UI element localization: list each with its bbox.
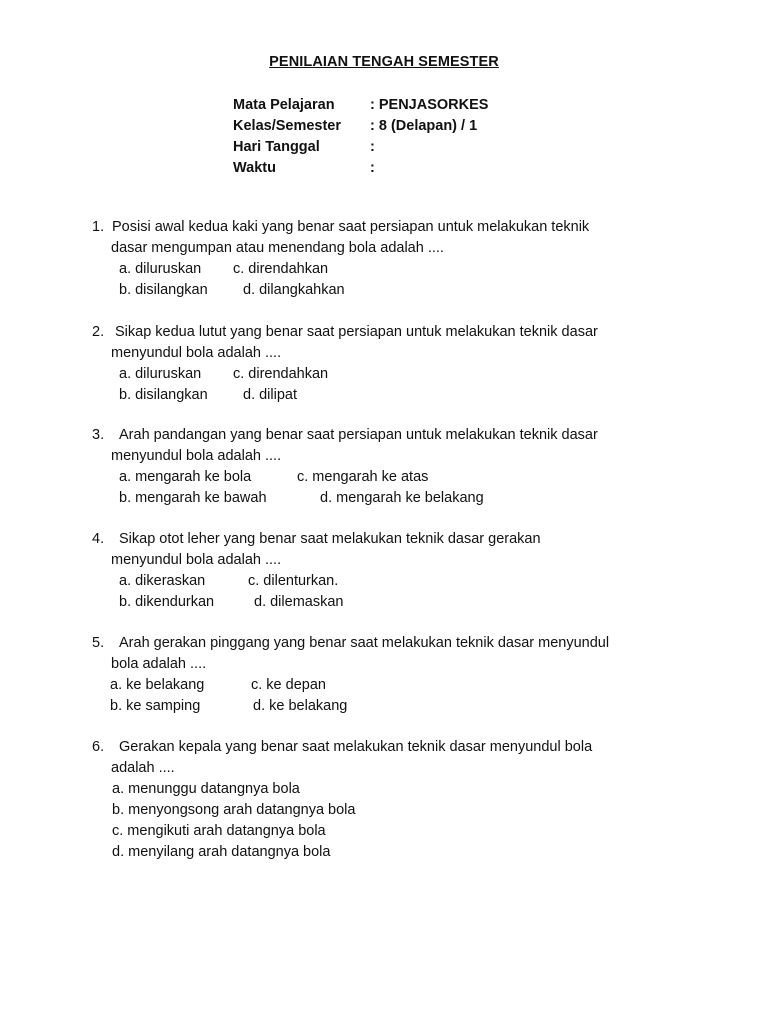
question-text-continued: menyundul bola adalah ....: [111, 552, 282, 568]
header-value: : 8 (Delapan) / 1: [370, 118, 478, 134]
option-c: c. mengarah ke atas: [297, 469, 429, 485]
option-b: b. menyongsong arah datangnya bola: [112, 802, 356, 818]
header-value: :: [370, 139, 375, 155]
option-a: a. dikeraskan: [119, 573, 206, 589]
question-text: Gerakan kepala yang benar saat melakukan teknik dasar menyundul bola: [119, 739, 593, 755]
header-value: :: [370, 160, 375, 176]
question-text-continued: bola adalah ....: [111, 656, 207, 672]
question-text-continued: menyundul bola adalah ....: [111, 448, 282, 464]
question-number: 2.: [92, 324, 105, 340]
exam-header: [233, 95, 488, 179]
question-number: 3.: [92, 427, 105, 443]
option-b: b. disilangkan: [119, 282, 208, 298]
question-number: 4.: [92, 531, 105, 547]
option-b: b. dikendurkan: [119, 594, 215, 610]
header-value: : PENJASORKES: [370, 97, 489, 113]
question-text: Arah pandangan yang benar saat persiapan untuk melakukan teknik dasar: [119, 427, 598, 443]
option-c: c. dilenturkan.: [248, 573, 339, 589]
question-1: [92, 217, 692, 301]
question-number: 6.: [92, 739, 105, 755]
question-number: 1.: [92, 219, 105, 235]
option-d: d. ke belakang: [253, 698, 348, 714]
option-d: d. dilipat: [243, 387, 298, 403]
option-d: d. dilemaskan: [254, 594, 344, 610]
header-row-subject: [233, 95, 488, 116]
option-c: c. direndahkan: [233, 261, 329, 277]
header-row-date: [233, 137, 488, 158]
header-row-time: [233, 158, 488, 179]
question-text: Sikap otot leher yang benar saat melakukan teknik dasar gerakan: [119, 531, 541, 547]
question-2: [92, 322, 692, 406]
option-b: b. ke samping: [110, 698, 201, 714]
option-d: d. dilangkahkan: [243, 282, 345, 298]
question-5: [92, 633, 692, 717]
header-row-class: [233, 116, 488, 137]
question-text: Posisi awal kedua kaki yang benar saat persiapan untuk melakukan teknik: [112, 219, 590, 235]
question-3: [92, 425, 692, 509]
question-text-continued: dasar mengumpan atau menendang bola adalah ....: [111, 240, 444, 256]
question-text-continued: menyundul bola adalah ....: [111, 345, 282, 361]
question-text: Sikap kedua lutut yang benar saat persiapan untuk melakukan teknik dasar: [115, 324, 598, 340]
header-label: Mata Pelajaran: [233, 97, 335, 113]
option-b: b. mengarah ke bawah: [119, 490, 267, 506]
header-label: Hari Tanggal: [233, 139, 320, 155]
header-label: Waktu: [233, 160, 276, 176]
question-4: [92, 529, 692, 613]
header-label: Kelas/Semester: [233, 118, 342, 134]
option-d: d. mengarah ke belakang: [320, 490, 484, 506]
option-c: c. mengikuti arah datangnya bola: [112, 823, 326, 839]
question-text-continued: adalah ....: [111, 760, 175, 776]
document-title: PENILAIAN TENGAH SEMESTER: [269, 54, 499, 70]
option-a: a. mengarah ke bola: [119, 469, 252, 485]
option-a: a. ke belakang: [110, 677, 205, 693]
question-number: 5.: [92, 635, 105, 651]
option-c: c. direndahkan: [233, 366, 329, 382]
option-c: c. ke depan: [251, 677, 326, 693]
option-a: a. diluruskan: [119, 366, 202, 382]
option-a: a. diluruskan: [119, 261, 202, 277]
question-text: Arah gerakan pinggang yang benar saat melakukan teknik dasar menyundul: [119, 635, 610, 651]
option-d: d. menyilang arah datangnya bola: [112, 844, 331, 860]
question-6: [92, 737, 692, 863]
option-b: b. disilangkan: [119, 387, 208, 403]
option-a: a. menunggu datangnya bola: [112, 781, 300, 797]
